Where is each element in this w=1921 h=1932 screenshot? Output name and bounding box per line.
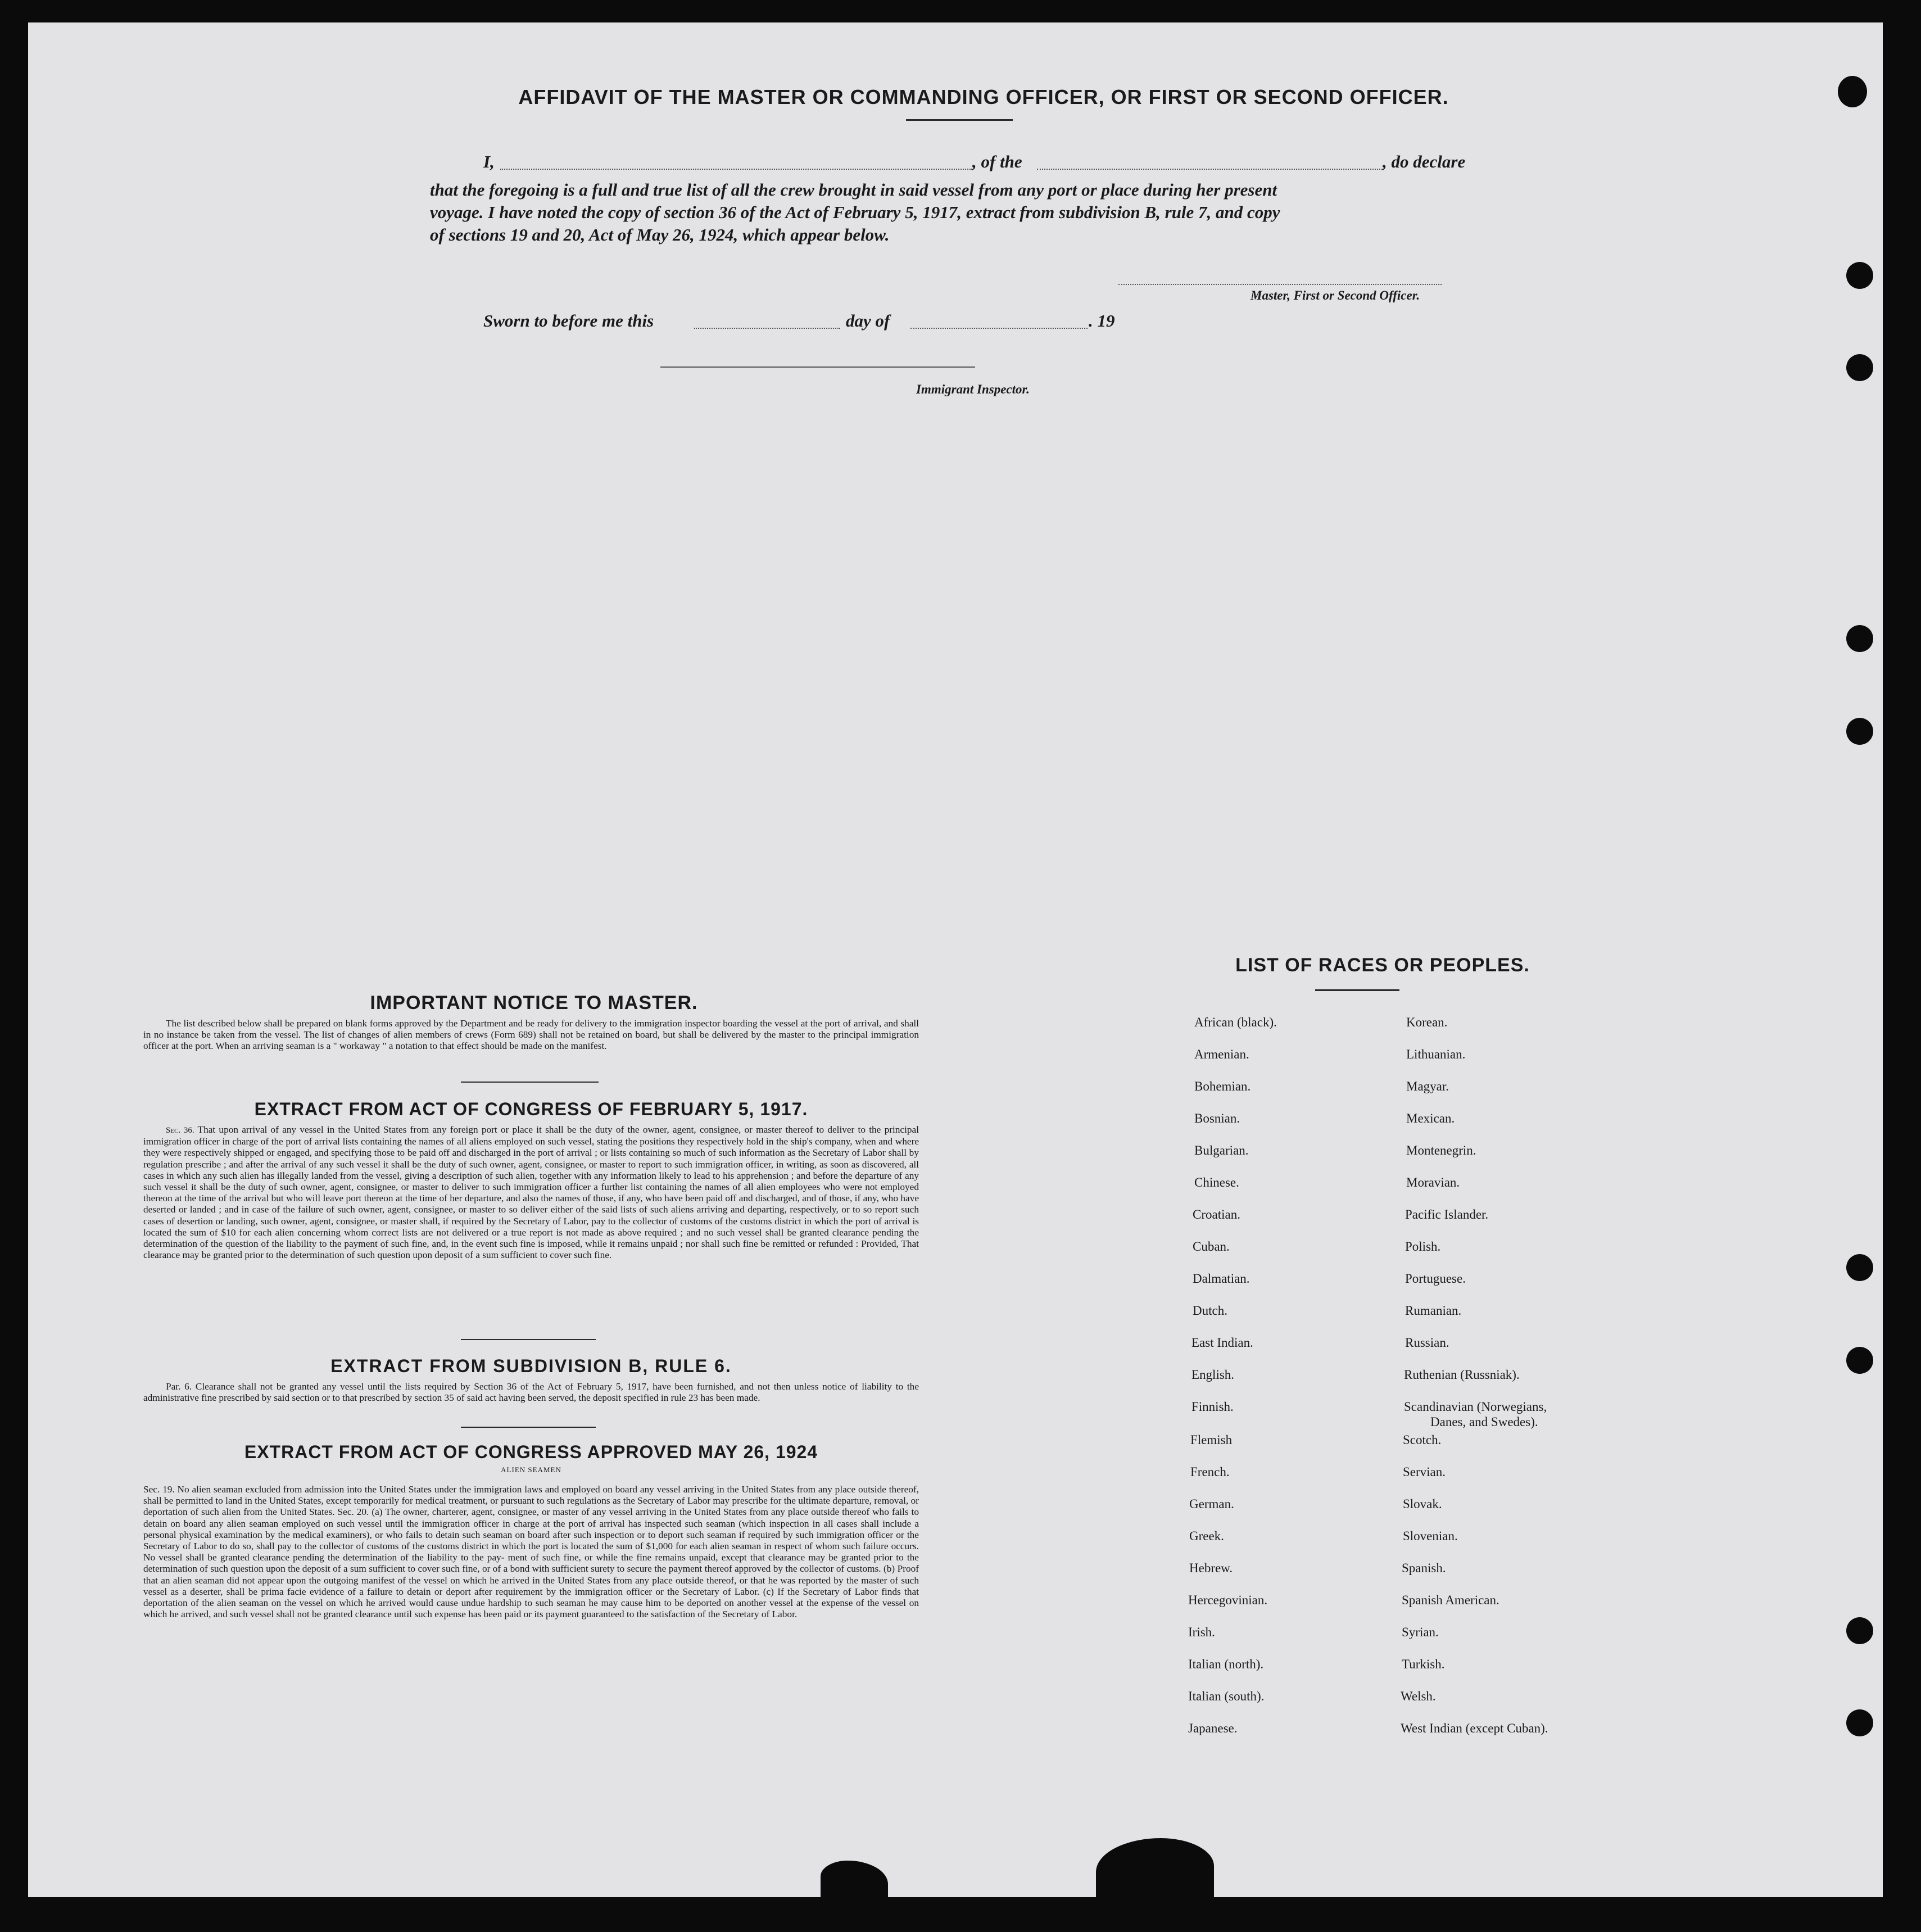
text-line: of customs.: [836, 1563, 881, 1574]
text-line: deserted or landed ; and in case of the failure of such owner, agent, consignee, or master to so deliver either of the said lists of such aliens: [143, 1204, 694, 1215]
text-line: of such alien from the United States.: [190, 1506, 335, 1518]
race-item: Magyar.: [1406, 1079, 1449, 1093]
text-line: (c) If the Secretary of Labor finds that deportation of the alien seaman on the vessel on which he arrived would cause undue hardship: [143, 1586, 919, 1609]
extract-1917-title: EXTRACT FROM ACT OF CONGRESS OF FEBRUARY 5, 1917.: [254, 1099, 808, 1119]
race-item: Danes, and Swedes).: [1430, 1415, 1538, 1429]
race-item: Bohemian.: [1194, 1079, 1251, 1093]
races-title: LIST OF RACES OR PEOPLES.: [1235, 954, 1530, 976]
race-item: Servian.: [1403, 1465, 1446, 1479]
affidavit-title: AFFIDAVIT OF THE MASTER OR COMMANDING OFFICER, OR FIRST OR SECOND OFFICER.: [518, 85, 1449, 108]
text-line: vessel arriving in the United States from any place outside thereof, shall be permitted to land in the United States, except temporarily for: [143, 1484, 919, 1506]
divider: [461, 1427, 596, 1428]
text-line: detain such seaman on board after such inspection or to deport such seaman if required by such immigration officer or the Secretary of Labor: [143, 1529, 919, 1552]
officer-signature-field[interactable]: [1118, 284, 1442, 285]
text-line: having been served, the deposit specified in rule 23 has been made.: [499, 1392, 760, 1404]
text-line: inspected such seaman (which inspection in all cases shall include a personal physical examination by the medical examiners), or who fails to: [143, 1518, 919, 1540]
officer-signature-label: Master, First or Second Officer.: [1251, 288, 1420, 302]
text-line: consignee, or master to report to such immigration officer, in writing, as soon as discovered, all cases in which any such alien has illegally: [143, 1159, 919, 1181]
text-line: Sec. 20. (a) The owner, charterer, agent, consignee, or master of any vessel arriving in the United States from any place outside thereof: [337, 1506, 870, 1518]
race-item: Rumanian.: [1405, 1304, 1462, 1318]
race-item: Portuguese.: [1405, 1272, 1466, 1286]
race-item: Scandinavian (Norwegians,: [1404, 1400, 1547, 1414]
punch-hole: [1846, 1709, 1873, 1736]
race-item: Turkish.: [1402, 1657, 1445, 1671]
text-line: consignee, or master thereof to deliver to the principal immigration officer in charge of the port of arrival lists containing the names of all: [143, 1124, 919, 1147]
race-item: Slovenian.: [1403, 1529, 1458, 1543]
affidavit-pronoun: I,: [483, 152, 495, 171]
race-item: Scotch.: [1403, 1433, 1442, 1447]
race-item: Ruthenian (Russniak).: [1404, 1368, 1520, 1382]
punch-hole: [1846, 718, 1873, 745]
text-line: of crews (Form 689) shall not be retained on board, but shall be delivered by the master to the principal immigration officer at the port.: [143, 1029, 919, 1052]
race-item: Hebrew.: [1189, 1561, 1233, 1575]
divider: [906, 119, 1013, 121]
notice-text: [143, 1018, 919, 1052]
extract-1924-text: [143, 1484, 919, 1620]
punch-hole: [1846, 625, 1873, 652]
race-item: Polish.: [1405, 1239, 1441, 1254]
race-item: English.: [1191, 1368, 1235, 1382]
sworn-prefix: Sworn to before me this: [483, 311, 654, 331]
sworn-year: . 19: [1089, 311, 1115, 331]
text-line: ment of such fine, or while the fine remains unpaid, except that clearance may be granted prior to the determination of such question upon: [143, 1552, 919, 1574]
race-item: Dutch.: [1193, 1304, 1227, 1318]
inspector-signature-label: Immigrant Inspector.: [916, 382, 1030, 396]
race-item: Syrian.: [1402, 1625, 1439, 1639]
text-line: clearance pending the determination of the question of the liability to the payment of such fine, and, in the event such fine is imposed, while: [143, 1227, 919, 1250]
rule6-title: EXTRACT FROM SUBDIVISION B, RULE 6.: [330, 1356, 732, 1376]
text-line: departure of any such vessel it shall be the duty of such owner, agent, consignee, or master to deliver to such immigration officer a further: [143, 1170, 919, 1193]
race-item: Mexican.: [1406, 1111, 1455, 1125]
race-item: Dalmatian.: [1193, 1272, 1250, 1286]
race-item: Armenian.: [1194, 1047, 1249, 1061]
race-item: Lithuanian.: [1406, 1047, 1466, 1061]
rule6-text: [143, 1381, 919, 1404]
divider: [1315, 989, 1399, 991]
race-item: Hercegovinian.: [1188, 1593, 1268, 1607]
text-line: aliens employed on such vessel, stating the positions they respectively hold in the ship's company, when and where they were respectively: [143, 1136, 919, 1159]
race-item: Chinese.: [1194, 1175, 1239, 1189]
race-item: Italian (north).: [1188, 1657, 1264, 1671]
race-item: French.: [1190, 1465, 1230, 1479]
race-item: Korean.: [1406, 1015, 1448, 1029]
extract-1917-text: [143, 1124, 919, 1261]
punch-hole: [1846, 354, 1873, 381]
text-line: to such seaman he may cause him to be deported on another vessel at the expense of the vessel on which he arrived, and such vessel shall: [143, 1598, 919, 1620]
race-item: Flemish: [1190, 1433, 1233, 1447]
text-line: the deposit of a sum sufficient to cover such fine, or of a bond with sufficient surety to secure the payment thereof approved by the collector: [288, 1563, 834, 1574]
race-item: Spanish American.: [1402, 1593, 1499, 1607]
text-line: to do so, shall pay to the collector of customs of the customs district in which the port is located the sum of $1,000 for each alien: [219, 1541, 730, 1552]
text-line: Sec. 19. No alien seaman excluded from admission into the United States under the immigration laws and employed on board any: [143, 1484, 654, 1495]
inspector-signature-field[interactable]: [660, 367, 975, 368]
text-line: inspector boarding the vessel at the port of arrival, and shall in no instance be taken from the vessel. The list of changes of alien members: [143, 1018, 919, 1040]
race-item: African (black).: [1194, 1015, 1277, 1029]
extract-1924-subtitle: ALIEN SEAMEN: [501, 1465, 561, 1474]
race-item: Bulgarian.: [1194, 1143, 1249, 1157]
race-item: Slovak.: [1403, 1497, 1442, 1511]
text-line: any place outside thereof, or that he was reported by the master of such vessel as a deserter, shall be prima facie evidence of a failure to: [143, 1574, 919, 1597]
punch-hole: [1846, 1347, 1873, 1374]
text-line: arriving and departing, respectively, or to so report such cases of desertion or landing, such owner, agent, consignee, or master shall, if required: [143, 1204, 919, 1227]
text-line: That upon arrival of any vessel in the United States from any foreign port or place it shall be the duty of the owner, agent,: [197, 1124, 696, 1135]
text-line: Par. 6. Clearance shall not be granted any vessel until the lists required by Section 36 of the Act of February 5, 1917, have been furnished,: [166, 1381, 736, 1392]
affidavit-statement-line: that the foregoing is a full and true list of all the crew brought in said vessel from any port or place during her present: [430, 180, 1277, 200]
text-line: seaman in respect of whom such failure occurs. No vessel shall be granted clearance pending the determination of the liability to the pay-: [143, 1541, 919, 1563]
affidavit-of-the: , of the: [972, 152, 1022, 171]
section-label: Sec. 36.: [166, 1126, 194, 1135]
race-item: Spanish.: [1402, 1561, 1446, 1575]
master-name-field[interactable]: [500, 169, 972, 170]
affidavit-do-declare: , do declare: [1383, 152, 1466, 171]
sworn-day-field[interactable]: [694, 328, 840, 329]
text-line: shipped or engaged, and specifying those to be paid off and discharged in the port of arrival ; or lists containing so much of such information: [233, 1147, 785, 1159]
text-line: list containing the names of all alien employees who were not employed thereon at the time of the arrival but who will leave port thereon: [143, 1182, 919, 1204]
notice-title: IMPORTANT NOTICE TO MASTER.: [370, 992, 698, 1013]
sworn-month-field[interactable]: [910, 328, 1088, 329]
text-line: by the Secretary of Labor, pay to the collector of customs of the customs district in which the port of arrival is located the sum of $10 for: [143, 1215, 919, 1238]
race-item: Welsh.: [1401, 1689, 1436, 1703]
race-item: Montenegrin.: [1406, 1143, 1476, 1157]
punch-hole: [1838, 76, 1867, 107]
race-item: East Indian.: [1191, 1336, 1253, 1350]
divider: [461, 1339, 596, 1340]
sworn-day-of: day of: [846, 311, 890, 331]
race-item: Moravian.: [1406, 1175, 1460, 1189]
race-item: West Indian (except Cuban).: [1401, 1721, 1548, 1735]
race-item: German.: [1189, 1497, 1234, 1511]
text-line: The list described below shall be prepared on blank forms approved by the Department and be ready for delivery to the immigration: [166, 1018, 682, 1029]
affidavit-statement-line: of sections 19 and 20, Act of May 26, 1924, which appear below.: [430, 225, 890, 245]
race-item: Cuban.: [1193, 1239, 1230, 1254]
text-line: detain or deport after requirement by the immigration officer or the Secretary of Labor.: [407, 1586, 760, 1597]
race-item: Russian.: [1405, 1336, 1449, 1350]
text-line: at the time of her departure, and also the names of those, if any, who have been paid off and discharged, and of those, if any, who have: [395, 1193, 919, 1204]
race-item: Finnish.: [1191, 1400, 1234, 1414]
extract-1924-title: EXTRACT FROM ACT OF CONGRESS APPROVED MAY 26, 1924: [244, 1442, 818, 1462]
text-line: medical treatment, or pursuant to such regulations as the Secretary of Labor may prescribe for the ultimate departure, removal, or deportation: [143, 1495, 919, 1518]
text-line: and not then unless notice of liability to the administrative fine prescribed by said section or to that prescribed by section 35 of said act: [143, 1381, 919, 1404]
race-item: Irish.: [1188, 1625, 1215, 1639]
race-item: Greek.: [1189, 1529, 1224, 1543]
race-item: Japanese.: [1188, 1721, 1238, 1735]
punch-hole: [1846, 262, 1873, 289]
vessel-name-field[interactable]: [1037, 169, 1383, 170]
text-line: who fails to detain on board any alien seaman employed on such vessel until the immigration officer in charge at the port of arrival has: [143, 1506, 919, 1529]
text-line: it remains unpaid ; nor shall such fine be remitted or refunded : Provided, That clearance may be granted prior to the determination of such: [143, 1238, 919, 1261]
race-item: Pacific Islander.: [1405, 1207, 1489, 1221]
punch-hole: [1846, 1254, 1873, 1281]
text-line: each alien concerning whom correct lists are not delivered or a true report is not made as above required ; and no such vessel shall be granted: [253, 1227, 829, 1238]
text-line: (b) Proof that an alien seaman did not appear upon the outgoing manifest of the vessel on which he arrived in the United States from: [143, 1563, 919, 1586]
text-line: landed from the vessel, giving a description of such alien, together with any information likely to lead to his apprehension ; and before the: [311, 1170, 853, 1181]
text-line: When an arriving seaman is a " workaway " a notation to that effect should be made on the manifest.: [215, 1040, 607, 1052]
race-item: Bosnian.: [1194, 1111, 1240, 1125]
race-item: Croatian.: [1193, 1207, 1240, 1221]
text-line: as the Secretary of Labor shall by regulation prescribe ; and after the arrival of any such vessel it shall be the duty of such owner, agent,: [143, 1147, 919, 1170]
text-line: question upon deposit of a sum sufficient to cover such fine.: [377, 1250, 612, 1261]
divider: [461, 1082, 599, 1083]
race-item: Italian (south).: [1188, 1689, 1265, 1703]
affidavit-statement-line: voyage. I have noted the copy of section 36 of the Act of February 5, 1917, extract from subdivision B, rule 7, and copy: [430, 202, 1280, 222]
punch-hole: [1846, 1617, 1873, 1644]
text-line: not be granted clearance until such expense has been paid or its payment guaranteed to the satisfaction of the Secretary of Labor.: [297, 1609, 798, 1620]
